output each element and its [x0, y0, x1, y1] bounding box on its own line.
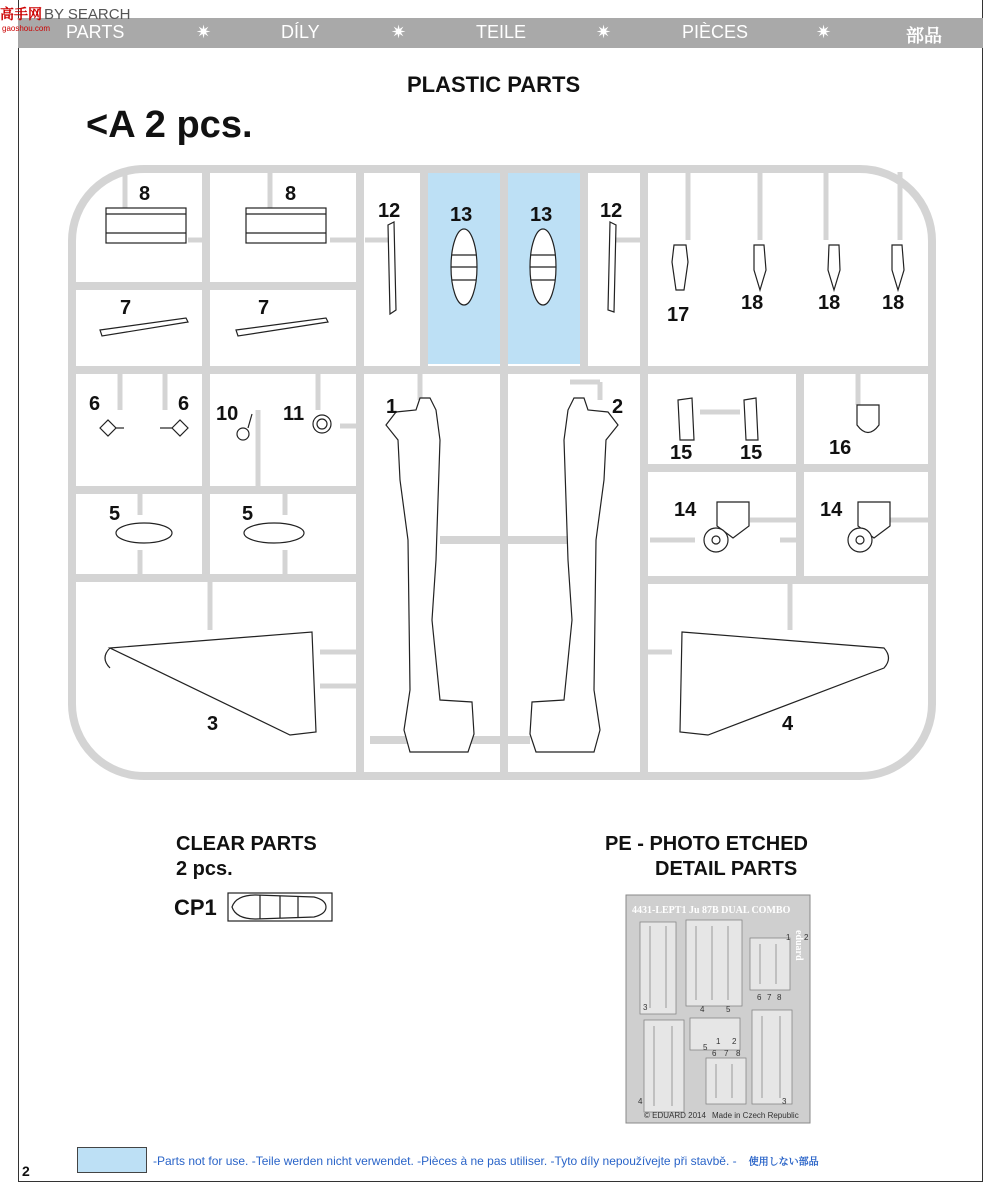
part-8a [106, 208, 186, 243]
label-6a: 6 [89, 393, 101, 415]
watermark-url: gaoshou.com [2, 24, 51, 33]
pe-parts-title [605, 832, 845, 882]
label-14a: 14 [674, 499, 697, 521]
part-2-fuselage [530, 398, 618, 752]
header-dily: DÍLY [281, 22, 320, 42]
legend-text-main: -Parts not for use. -Teile werden nicht verwendet. -Pièces à ne pas utiliser. -Tyto díly nepoužívejte při stavbě. - [153, 1154, 737, 1168]
label-2: 2 [612, 396, 624, 418]
page-number: 2 [22, 1163, 30, 1179]
part-6a [100, 420, 116, 436]
label-7b: 7 [258, 297, 270, 319]
pe-sheet-title: 4431-LEPT1 Ju 87B DUAL COMBO [632, 905, 791, 916]
label-5b: 5 [242, 503, 254, 525]
header-star-1: ✷ [196, 22, 212, 42]
watermark-cn: 高手网 [0, 6, 42, 22]
label-18b: 18 [818, 292, 841, 314]
part-cp1 [228, 893, 332, 921]
part-17 [672, 245, 688, 290]
pe-copyright: © EDUARD 2014 [644, 1111, 706, 1120]
label-14b: 14 [820, 499, 843, 521]
pe-num-3a: 3 [643, 1003, 648, 1012]
header-star-4: ✷ [816, 22, 832, 42]
pe-num-2b: 2 [732, 1037, 737, 1046]
label-15a: 15 [670, 442, 693, 464]
part-5b [244, 523, 304, 543]
clear-parts-title [176, 832, 317, 882]
part-12a [388, 222, 396, 314]
label-18a: 18 [741, 292, 764, 314]
cp1-label: CP1 [174, 895, 217, 920]
label-12b: 12 [600, 200, 623, 222]
part-1-fuselage [386, 398, 474, 752]
header-star-2: ✷ [391, 22, 407, 42]
part-7b [236, 318, 328, 336]
pe-num-7b: 7 [724, 1049, 729, 1058]
header-star-3: ✷ [596, 22, 612, 42]
pe-num-5a: 5 [726, 1005, 731, 1014]
clear-parts-heading: CLEAR PARTS [176, 833, 317, 855]
header-parts: PARTS [66, 22, 125, 42]
label-12a: 12 [378, 200, 401, 222]
part-18c [892, 245, 904, 290]
header-teile: TEILE [476, 22, 527, 42]
header-jp: 部品 [906, 26, 942, 46]
pe-num-3b: 3 [782, 1097, 787, 1106]
pe-num-5b: 5 [703, 1043, 708, 1052]
plastic-parts-title: PLASTIC PARTS [407, 72, 581, 97]
pe-num-8a: 8 [777, 993, 782, 1002]
sprue-label: <A 2 pcs. [86, 104, 253, 146]
pe-num-4b: 4 [638, 1097, 643, 1106]
label-1: 1 [386, 396, 398, 418]
label-3: 3 [207, 713, 219, 735]
pe-num-6b: 6 [712, 1049, 717, 1058]
pe-num-7a: 7 [767, 993, 772, 1002]
pe-num-6a: 6 [757, 993, 762, 1002]
label-17: 17 [667, 304, 690, 326]
part-10 [237, 428, 249, 440]
label-10: 10 [216, 403, 239, 425]
part-15b [744, 398, 758, 440]
label-5a: 5 [109, 503, 121, 525]
part-8b [246, 208, 326, 243]
pe-title-line1: PE - PHOTO ETCHED [605, 833, 808, 855]
label-16: 16 [829, 437, 852, 459]
label-8b: 8 [285, 183, 297, 205]
pe-num-1b: 1 [716, 1037, 721, 1046]
pe-made-in: Made in Czech Republic [712, 1111, 799, 1120]
label-13a: 13 [450, 204, 473, 226]
legend-text-jp: 使用しない部品 [748, 1157, 819, 1168]
legend-swatch [77, 1147, 147, 1173]
part-15a [678, 398, 694, 440]
part-18b [828, 245, 840, 290]
watermark-en: BY SEARCH [44, 6, 131, 23]
pe-num-1: 1 [786, 933, 791, 942]
part-16 [857, 405, 879, 433]
pe-num-4a: 4 [700, 1005, 705, 1014]
header-pieces: PIÈCES [682, 22, 749, 42]
legend-text [153, 1153, 819, 1168]
pe-num-2: 2 [804, 933, 809, 942]
pe-brand: eduard [793, 930, 804, 961]
label-15b: 15 [740, 442, 763, 464]
part-5a [116, 523, 172, 543]
label-7a: 7 [120, 297, 132, 319]
clear-parts-count: 2 pcs. [176, 858, 233, 880]
label-13b: 13 [530, 204, 553, 226]
label-4: 4 [782, 713, 794, 735]
label-6b: 6 [178, 393, 190, 415]
part-18a [754, 245, 766, 290]
pe-title-line2: DETAIL PARTS [655, 858, 798, 880]
pe-num-8b: 8 [736, 1049, 741, 1058]
label-11: 11 [283, 403, 305, 425]
pe-fret [626, 895, 810, 1123]
part-7a [100, 318, 188, 336]
part-6b [172, 420, 188, 436]
part-12b [608, 222, 616, 312]
label-8a: 8 [139, 183, 151, 205]
label-18c: 18 [882, 292, 905, 314]
